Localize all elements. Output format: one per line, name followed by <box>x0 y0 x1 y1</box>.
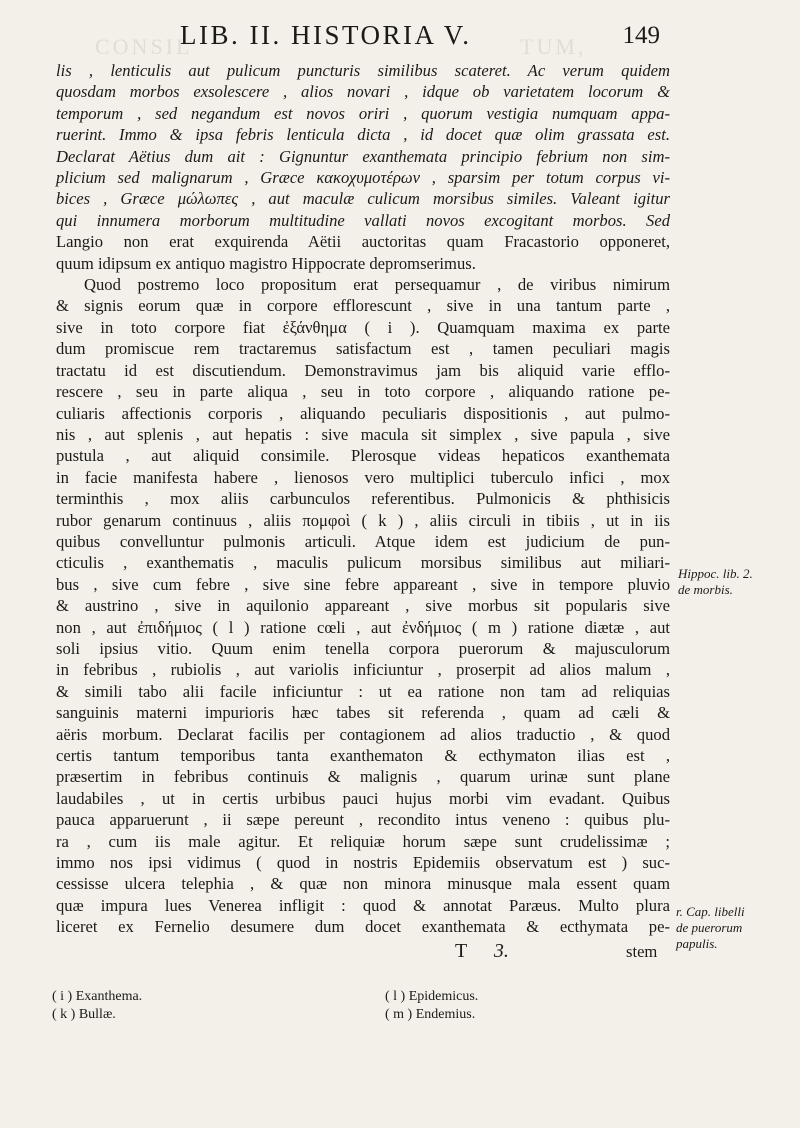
text-line: plicium sed malignarum , Græce κακοχυμοτέρων , sparsim per totum corpus vi- <box>56 168 670 188</box>
text-line: & simili tabo alii facile inficiuntur : ut ea ratione non tam ad reliquias <box>56 681 670 701</box>
running-title: LIB. II. HISTORIA V. <box>180 20 472 50</box>
footnotes-left <box>52 988 142 1024</box>
text-line: tractatu id est discutiendum. Demonstravimus jam bis aliquid varie efflo- <box>56 360 670 380</box>
text-line: pustula , aut aliquid consimile. Plerosque videas hepaticos exanthemata <box>56 446 670 466</box>
text-line: soli ipsius vitio. Quum enim tenella corpora puerorum & majusculorum <box>56 638 670 658</box>
footnotes-right <box>385 988 478 1024</box>
margin-note-line: papulis. <box>676 936 718 951</box>
text-line: immo nos ipsi vidimus ( quod in nostris Epidemiis observatum est ) suc- <box>56 853 670 873</box>
margin-note-hippocrates <box>678 566 753 598</box>
text-line: qui innumera morborum multitudine vallati novos excogitant morbos. Sed <box>56 210 670 230</box>
footnote-i: ( i ) Exanthema. <box>52 989 143 1004</box>
text-line: præsertim in febribus continuis & malignis , quarum urinæ sunt plane <box>56 767 670 787</box>
text-line: quibus convelluntur pulmonis articuli. Atque idem est judicium de pun- <box>56 531 670 551</box>
text-line: bices , Græce μώλωπες , aut maculæ culicum morsibus similes. Valeant igitur <box>56 189 670 209</box>
text-line: nis , aut splenis , aut hepatis : sive macula sit simplex , sive papula , sive <box>56 424 670 444</box>
text-line: non , aut ἐπιδήμιος ( l ) ratione cœli , aut ἐνδήμιος ( m ) ratione diætæ , aut <box>56 617 670 637</box>
text-line: Langio non erat exquirenda Aëtii auctoritas quam Fracastorio opponeret, <box>56 232 670 252</box>
main-text <box>56 60 670 938</box>
signature-mark <box>455 940 509 963</box>
text-line: culiaris affectionis corporis , aliquando peculiaris dispositionis , aut pulmo- <box>56 403 670 423</box>
text-line: lis , lenticulis aut pulicum puncturis similibus scateret. Ac verum quidem <box>56 61 670 80</box>
text-line: aëris morbum. Declarat facilis per contagionem ad alios traductio , & quod <box>56 724 670 744</box>
text-line: cessisse ulcera telephia , & quæ non minora minusque mala essent quam <box>56 874 670 894</box>
bleed-through-text: CONSIL <box>95 34 193 59</box>
text-line: rubor genarum continuus , aliis πομφοὶ ( k ) , aliis circuli in tibiis , ut in iis <box>56 510 670 530</box>
text-line: sanguinis materni impurioris hæc tabes sit referenda , quam ad cæli & <box>56 703 670 723</box>
text-line: in febribus , rubiolis , aut variolis inficiuntur , proserpit ad alios malum , <box>56 660 670 680</box>
text-line: & signis eorum quæ in corpore efflorescunt , sive in una tantum parte , <box>56 296 670 316</box>
footnote-k: ( k ) Bullæ. <box>52 1007 116 1022</box>
text-line: liceret ex Fernelio desumere dum docet exanthemata & ecthymata pe- <box>56 917 670 937</box>
text-line: temporum , sed negandum est novos oriri , quorum vestigia numquam appa- <box>56 103 670 123</box>
text-line: Quod postremo loco propositum erat persequamur , de viribus nimirum <box>84 275 670 295</box>
text-line: quum idipsum ex antiquo magistro Hippocrate depromserimus. <box>56 253 476 273</box>
text-line: terminthis , mox aliis carbunculos referentibus. Pulmonicis & phthisicis <box>56 489 670 509</box>
text-line: cticulis , exanthematis , maculis pulicum morsibus similibus aut miliari- <box>56 553 670 573</box>
text-line: rescere , seu in parte aliqua , seu in toto corpore , aliquando ratione pe- <box>56 382 670 402</box>
margin-note-line: de morbis. <box>678 582 733 597</box>
footnote-l: ( l ) Epidemicus. <box>385 989 479 1004</box>
running-header <box>180 20 660 60</box>
text-line: pauca apparuerunt , ii sæpe pereunt , recondito intus veneno : quibus plu- <box>56 810 670 830</box>
text-line: certis tantum temporibus tanta exanthematon & ecthymaton ilias est , <box>56 746 670 765</box>
footnote-m: ( m ) Endemius. <box>385 1007 476 1022</box>
signature-number: 3. <box>493 940 509 962</box>
text-line: ruerint. Immo & ipsa febris lenticula dicta , id docet quæ olim grassata est. <box>56 125 670 145</box>
bleed-through-text: TUM, <box>520 34 587 59</box>
text-line: in facie manifesta habere , lienosos vero multiplici tuberculo infici , mox <box>56 467 670 487</box>
text-line: Declarat Aëtius dum ait : Gignuntur exanthemata principio febrium non sim- <box>56 146 670 166</box>
margin-note-capitulum <box>676 904 745 952</box>
text-line: sive in toto corpore fiat ἐξάνθημα ( i ). Quamquam maxima ex parte <box>56 317 670 337</box>
signature-letter: T <box>455 940 467 962</box>
text-line: dum promiscue rem tractaremus satisfactum est , tamen peculiari magis <box>56 339 670 359</box>
catchword: stem <box>626 942 658 961</box>
text-line: bus , sive cum febre , sive sine febre appareant , sive in tempore pluvio <box>56 574 670 594</box>
text-line: quosdam morbos exsolescere , alios novari , idque ob varietatem locorum & <box>56 82 670 102</box>
margin-note-line: r. Cap. libelli <box>676 904 745 919</box>
margin-note-line: de puerorum <box>676 920 743 935</box>
text-line: ra , cum iis male agitur. Et reliquiæ horum sæpe sunt crudelissimæ ; <box>56 831 670 851</box>
page-number: 149 <box>622 22 660 49</box>
margin-note-line: Hippoc. lib. 2. <box>678 566 753 581</box>
text-line: quæ impura lues Venerea infligit : quod & annotat Paræus. Multo plura <box>56 895 670 915</box>
text-line: laudabiles , ut in certis urbibus pauci hujus morbi vim evadant. Quibus <box>56 788 670 808</box>
text-line: & austrino , sive in aquilonio appareant , sive morbus sit popularis sive <box>56 596 670 616</box>
